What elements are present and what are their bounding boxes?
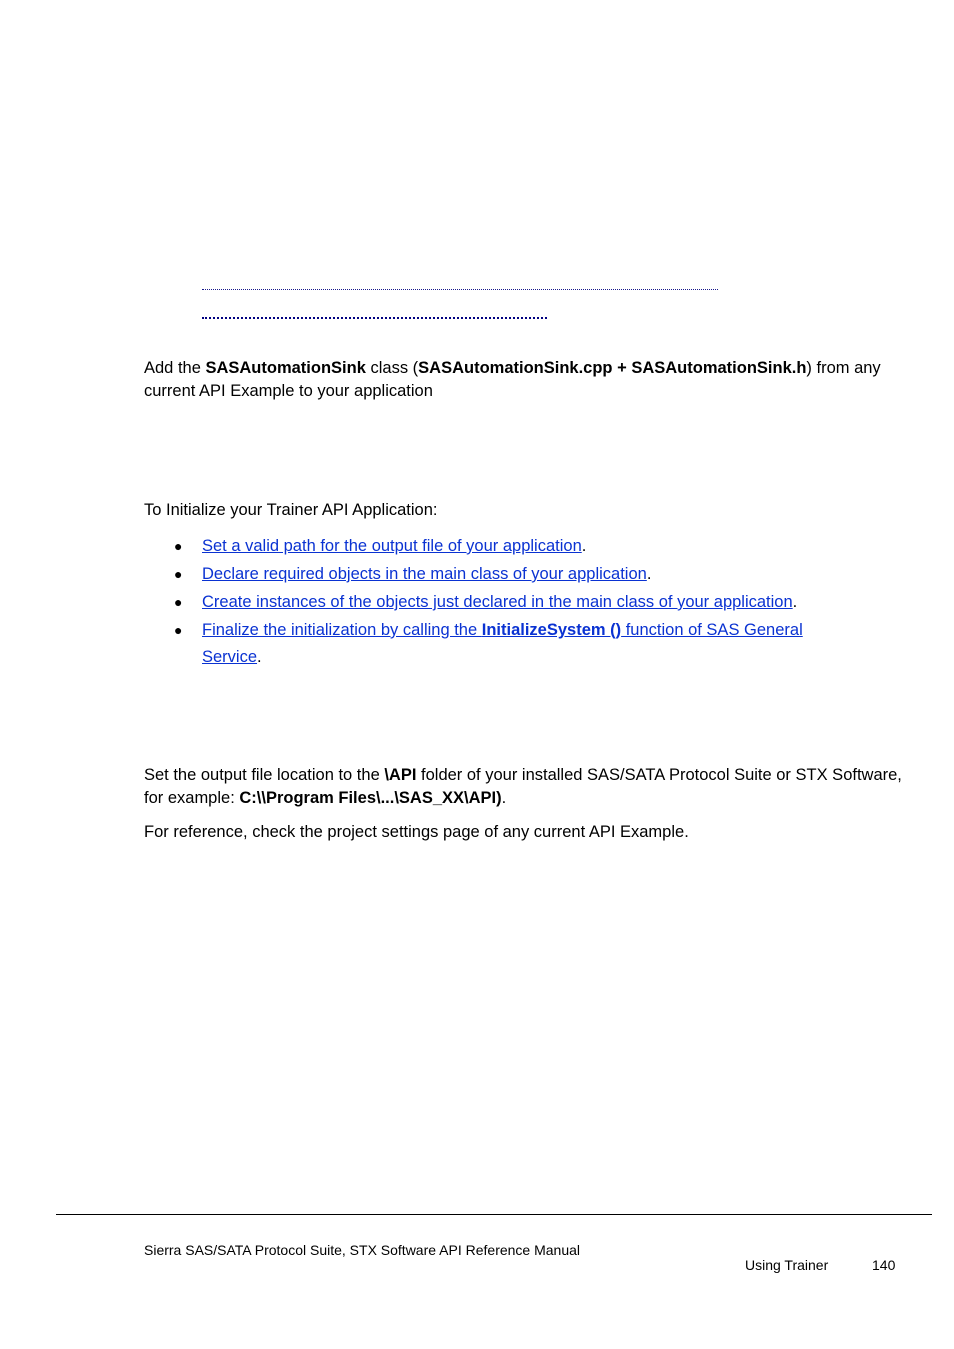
text: . <box>501 789 507 807</box>
link-create-instances[interactable]: Create instances of the objects just declared in the main class of your application <box>202 593 793 611</box>
bullet-icon: ● <box>174 566 183 582</box>
link-set-output-path[interactable]: Set a valid path for the output file of your application <box>202 537 582 555</box>
reference-paragraph: For reference, check the project settings page of any current API Example. <box>144 823 689 841</box>
toc-leader-dots-2 <box>202 317 547 319</box>
link-declare-objects[interactable]: Declare required objects in the main class of your application <box>202 565 647 583</box>
list-item <box>0 533 900 560</box>
text: . <box>792 593 798 611</box>
add-sink-paragraph <box>144 357 904 403</box>
list-item <box>0 617 900 671</box>
file-names: SASAutomationSink.cpp + SASAutomationSink.h <box>418 359 807 377</box>
output-location-paragraph <box>144 764 904 810</box>
api-folder: \API <box>384 766 417 784</box>
text: . <box>257 648 262 666</box>
footer-section-name: Using Trainer <box>745 1257 829 1273</box>
bullet-icon: ● <box>174 594 183 610</box>
text: Add the <box>144 359 206 377</box>
init-steps-list <box>0 533 900 672</box>
text: folder of your installed SAS/SATA Protocol Suite or STX Software, for example: <box>144 766 902 807</box>
example-path: C:\\Program Files\...\SAS_XX\API) <box>239 789 502 807</box>
footer-manual-title: Sierra SAS/SATA Protocol Suite, STX Software API Reference Manual <box>144 1242 581 1258</box>
footer-rule <box>56 1214 932 1215</box>
text: . <box>646 565 652 583</box>
toc-leader-dots-1 <box>202 289 718 290</box>
footer-page-number: 140 <box>872 1257 896 1273</box>
bullet-icon: ● <box>174 622 183 638</box>
list-item <box>0 589 900 616</box>
text: function of SAS General Service <box>202 621 803 666</box>
class-name: SASAutomationSink <box>205 359 366 377</box>
text: class ( <box>365 359 419 377</box>
init-intro: To Initialize your Trainer API Application: <box>144 501 438 519</box>
text: Finalize the initialization by calling the <box>202 621 482 639</box>
link-finalize-initialization[interactable] <box>202 621 803 666</box>
text: Set the output file location to the <box>144 766 385 784</box>
text: ) from any current API Example to your application <box>144 359 881 400</box>
text: . <box>581 537 587 555</box>
list-item <box>0 561 900 588</box>
bullet-icon: ● <box>174 538 183 554</box>
item-text <box>202 617 842 671</box>
function-name: InitializeSystem () <box>481 621 622 639</box>
